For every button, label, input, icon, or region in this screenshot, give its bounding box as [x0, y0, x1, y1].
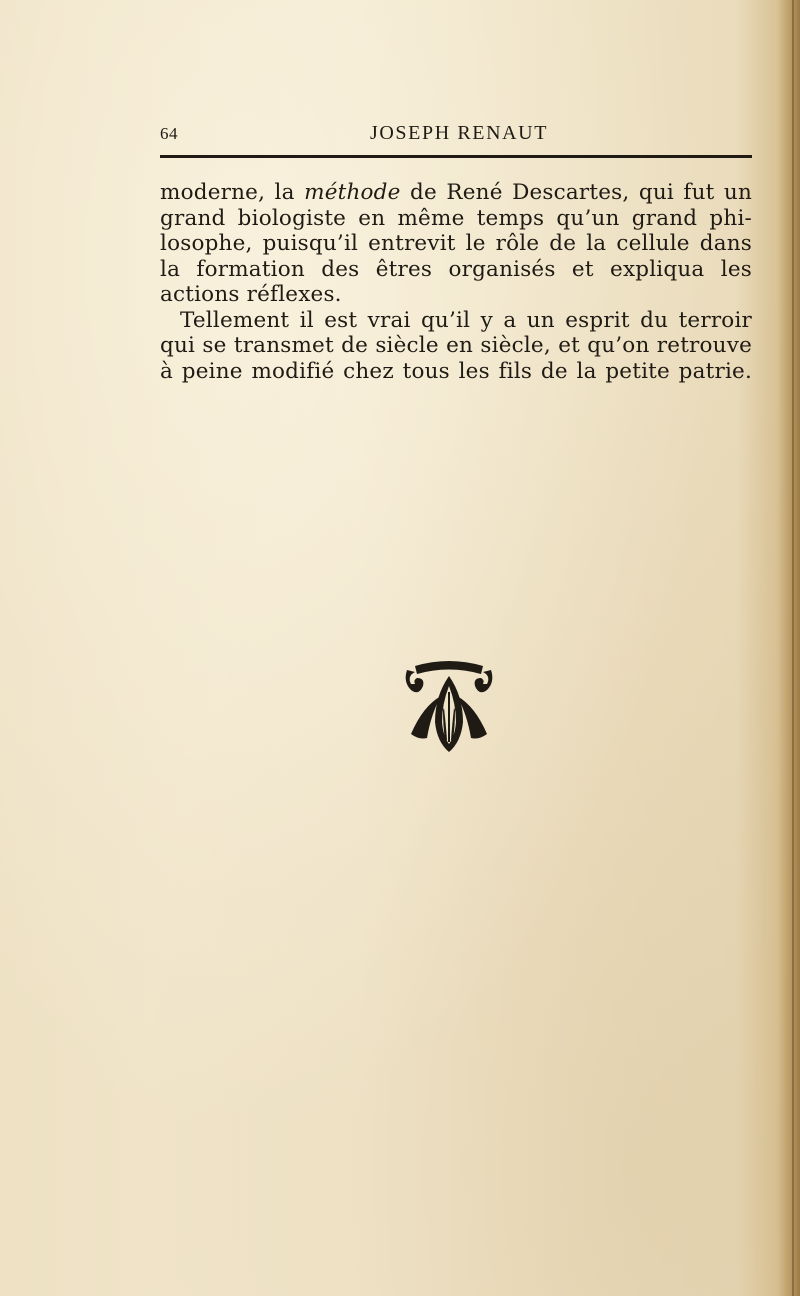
text-line: moderne, la méthode de René Descartes, qui fut un: [160, 180, 753, 205]
text-line: qui se transmet de siècle en siècle, et qu’on retrouve: [160, 333, 752, 358]
header-rule: [160, 155, 752, 158]
text-line: actions réflexes.: [160, 282, 342, 307]
text-line: Tellement il est vrai qu’il y a un esprit du terroir: [180, 307, 752, 333]
italic-word: méthode: [304, 180, 401, 205]
text-line: grand biologiste en même temps qu’un grand phi-: [160, 205, 752, 231]
text-line: à peine modifié chez tous les fils de la petite patrie.: [160, 358, 752, 384]
page-edge-shadow: [778, 0, 800, 1296]
page-number: 64: [160, 124, 178, 143]
running-title: JOSEPH RENAUT: [370, 122, 549, 144]
running-header: [160, 118, 752, 148]
page-edge-line: [792, 0, 794, 1296]
text-line: la formation des êtres organisés et expliqua les: [160, 256, 752, 282]
floral-tailpiece-icon: [401, 656, 497, 756]
body-text: [160, 180, 760, 384]
text-line: losophe, puisqu’il entrevit le rôle de la cellule dans: [160, 231, 752, 256]
